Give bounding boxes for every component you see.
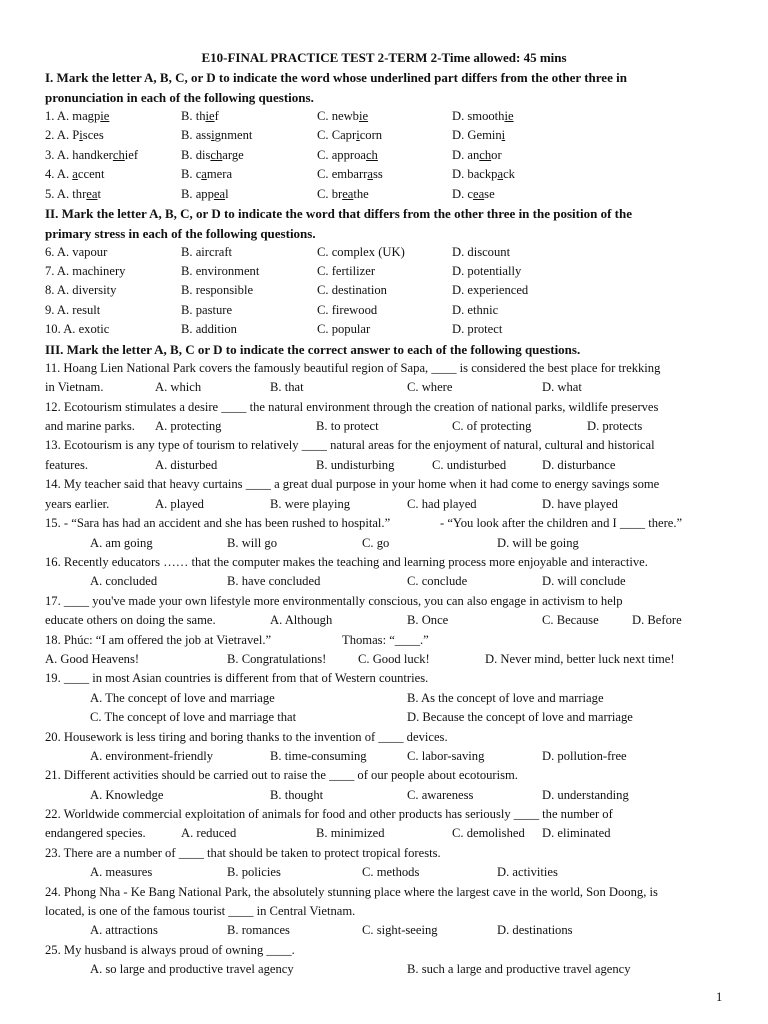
- option-7b: B. environment: [181, 264, 260, 278]
- question-25: 25. My husband is always proud of owning ____.: [45, 943, 295, 957]
- option-16c: C. conclude: [407, 574, 468, 588]
- option-23a: A. measures: [90, 865, 153, 879]
- question-18: 18. Phúc: “I am offered the job at Vietravel.”: [45, 633, 272, 647]
- question-22: 22. Worldwide commercial exploitation of animals for food and other products has seriously ____ the number of: [45, 807, 613, 821]
- option-18c: C. Good luck!: [358, 652, 430, 666]
- question-16: 16. Recently educators …… that the computer makes the teaching and learning process more enjoyable and interactive.: [45, 555, 648, 569]
- question-24: 24. Phong Nha - Ke Bang National Park, the absolutely stunning place where the largest cave in the world, Son Doong, is: [45, 885, 658, 899]
- question-20: 20. Housework is less tiring and boring thanks to the invention of ____ devices.: [45, 730, 448, 744]
- option-2d: D. Gemini: [452, 128, 506, 142]
- question-11-cont: in Vietnam.: [45, 380, 104, 394]
- option-22a: A. reduced: [181, 826, 237, 840]
- option-15d: D. will be going: [497, 536, 579, 550]
- option-8b: B. responsible: [181, 283, 254, 297]
- option-13b: B. undisturbing: [316, 458, 395, 472]
- page-number: 1: [716, 990, 723, 1004]
- option-14a: A. played: [155, 497, 204, 511]
- question-17: 17. ____ you've made your own lifestyle more environmentally conscious, you can also engage in activism to help: [45, 594, 623, 608]
- option-4a: 4. A. accent: [45, 167, 105, 181]
- option-25a: A. so large and productive travel agency: [90, 962, 294, 976]
- option-6c: C. complex (UK): [317, 245, 405, 259]
- page-title: E10-FINAL PRACTICE TEST 2-TERM 2-Time allowed: 45 mins: [201, 50, 567, 65]
- option-2b: B. assignment: [181, 128, 253, 142]
- option-12b: B. to protect: [316, 419, 379, 433]
- option-6a: 6. A. vapour: [45, 245, 108, 259]
- option-3a: 3. A. handkerchief: [45, 148, 139, 162]
- option-24b: B. romances: [227, 923, 290, 937]
- option-6b: B. aircraft: [181, 245, 233, 259]
- option-9b: B. pasture: [181, 303, 233, 317]
- option-12c: C. of protecting: [452, 419, 532, 433]
- question-13: 13. Ecotourism is any type of tourism to relatively ____ natural areas for the enjoyment of natural, cultural and historical: [45, 438, 655, 452]
- option-4b: B. camera: [181, 167, 233, 181]
- question-13-cont: features.: [45, 458, 89, 472]
- option-17d: D. Before: [632, 613, 682, 627]
- option-10c: C. popular: [317, 322, 371, 336]
- option-15b: B. will go: [227, 536, 278, 550]
- option-25b: B. such a large and productive travel agency: [407, 962, 631, 976]
- option-3d: D. anchor: [452, 148, 502, 162]
- option-16a: A. concluded: [90, 574, 158, 588]
- option-8d: D. experienced: [452, 283, 529, 297]
- question-15-reply: - “You look after the children and I ____ there.”: [440, 516, 683, 530]
- option-21b: B. thought: [270, 788, 324, 802]
- option-21c: C. awareness: [407, 788, 474, 802]
- option-11b: B. that: [270, 380, 304, 394]
- option-20a: A. environment-friendly: [90, 749, 214, 763]
- option-18b: B. Congratulations!: [227, 652, 327, 666]
- option-10b: B. addition: [181, 322, 237, 336]
- question-14: 14. My teacher said that heavy curtains ____ a great dual purpose in your home when it had come to energy savings some: [45, 477, 660, 491]
- option-4d: D. backpack: [452, 167, 515, 181]
- option-10d: D. protect: [452, 322, 503, 336]
- option-18d: D. Never mind, better luck next time!: [485, 652, 675, 666]
- option-5b: B. appeal: [181, 187, 229, 201]
- option-21d: D. understanding: [542, 788, 629, 802]
- option-12d: D. protects: [587, 419, 643, 433]
- question-12: 12. Ecotourism stimulates a desire ____ the natural environment through the creation of national parks, wildlife preserves: [45, 400, 659, 414]
- option-16d: D. will conclude: [542, 574, 626, 588]
- option-22c: C. demolished: [452, 826, 525, 840]
- section-1-heading: I. Mark the letter A, B, C, or D to indicate the word whose underlined part differs from the other three in: [45, 70, 627, 85]
- option-8c: C. destination: [317, 283, 387, 297]
- option-6d: D. discount: [452, 245, 511, 259]
- option-15c: C. go: [362, 536, 390, 550]
- option-22d: D. eliminated: [542, 826, 611, 840]
- question-24-cont: located, is one of the famous tourist ____ in Central Vietnam.: [45, 904, 356, 918]
- option-2a: 2. A. Pisces: [45, 128, 104, 142]
- option-3b: B. discharge: [181, 148, 244, 162]
- option-21a: A. Knowledge: [90, 788, 164, 802]
- option-23b: B. policies: [227, 865, 281, 879]
- option-5c: C. breathe: [317, 187, 369, 201]
- option-19c: C. The concept of love and marriage that: [90, 710, 297, 724]
- option-19b: B. As the concept of love and marriage: [407, 691, 604, 705]
- option-7c: C. fertilizer: [317, 264, 376, 278]
- question-11: 11. Hoang Lien National Park covers the famously beautiful region of Sapa, ____ is considered the best place for trekking: [45, 361, 661, 375]
- option-19a: A. The concept of love and marriage: [90, 691, 275, 705]
- option-24a: A. attractions: [90, 923, 158, 937]
- option-20c: C. labor-saving: [407, 749, 485, 763]
- option-11d: D. what: [542, 380, 582, 394]
- option-23d: D. activities: [497, 865, 558, 879]
- question-22-cont: endangered species.: [45, 826, 146, 840]
- option-20d: D. pollution-free: [542, 749, 627, 763]
- option-11c: C. where: [407, 380, 453, 394]
- option-9a: 9. A. result: [45, 303, 101, 317]
- option-1b: B. thief: [181, 109, 219, 123]
- section-3-heading: III. Mark the letter A, B, C or D to indicate the correct answer to each of the following questions.: [45, 342, 581, 357]
- option-5d: D. cease: [452, 187, 495, 201]
- option-9c: C. firewood: [317, 303, 378, 317]
- option-7d: D. potentially: [452, 264, 522, 278]
- option-5a: 5. A. threat: [45, 187, 101, 201]
- question-17-cont: educate others on doing the same.: [45, 613, 216, 627]
- question-14-cont: years earlier.: [45, 497, 110, 511]
- option-16b: B. have concluded: [227, 574, 321, 588]
- question-12-cont: and marine parks.: [45, 419, 135, 433]
- option-24d: D. destinations: [497, 923, 573, 937]
- option-19d: D. Because the concept of love and marriage: [407, 710, 633, 724]
- section-2-heading: II. Mark the letter A, B, C, or D to indicate the word that differs from the other three in the position of the: [45, 206, 632, 221]
- option-1d: D. smoothie: [452, 109, 514, 123]
- question-23: 23. There are a number of ____ that should be taken to protect tropical forests.: [45, 846, 441, 860]
- option-1c: C. newbie: [317, 109, 369, 123]
- option-20b: B. time-consuming: [270, 749, 367, 763]
- option-13d: D. disturbance: [542, 458, 616, 472]
- question-15: 15. - “Sara has had an accident and she has been rushed to hospital.”: [45, 516, 391, 530]
- option-9d: D. ethnic: [452, 303, 499, 317]
- option-13a: A. disturbed: [155, 458, 218, 472]
- option-17c: C. Because: [542, 613, 599, 627]
- section-1-heading-cont: pronunciation in each of the following questions.: [45, 90, 314, 105]
- option-22b: B. minimized: [316, 826, 385, 840]
- option-2c: C. Capricorn: [317, 128, 383, 142]
- option-24c: C. sight-seeing: [362, 923, 438, 937]
- option-18a: A. Good Heavens!: [45, 652, 140, 666]
- option-15a: A. am going: [90, 536, 153, 550]
- option-14d: D. have played: [542, 497, 618, 511]
- option-4c: C. embarrass: [317, 167, 383, 181]
- question-21: 21. Different activities should be carried out to raise the ____ of our people about ecotourism.: [45, 768, 518, 782]
- option-3c: C. approach: [317, 148, 378, 162]
- option-11a: A. which: [155, 380, 202, 394]
- option-1a: 1. A. magpie: [45, 109, 110, 123]
- section-2-heading-cont: primary stress in each of the following questions.: [45, 226, 316, 241]
- option-7a: 7. A. machinery: [45, 264, 126, 278]
- question-19: 19. ____ in most Asian countries is different from that of Western countries.: [45, 671, 429, 685]
- question-18-reply: Thomas: “____.”: [342, 633, 429, 647]
- option-23c: C. methods: [362, 865, 420, 879]
- option-13c: C. undisturbed: [432, 458, 507, 472]
- option-8a: 8. A. diversity: [45, 283, 117, 297]
- option-17a: A. Although: [270, 613, 333, 627]
- option-10a: 10. A. exotic: [45, 322, 110, 336]
- option-12a: A. protecting: [155, 419, 222, 433]
- option-17b: B. Once: [407, 613, 449, 627]
- option-14b: B. were playing: [270, 497, 351, 511]
- option-14c: C. had played: [407, 497, 477, 511]
